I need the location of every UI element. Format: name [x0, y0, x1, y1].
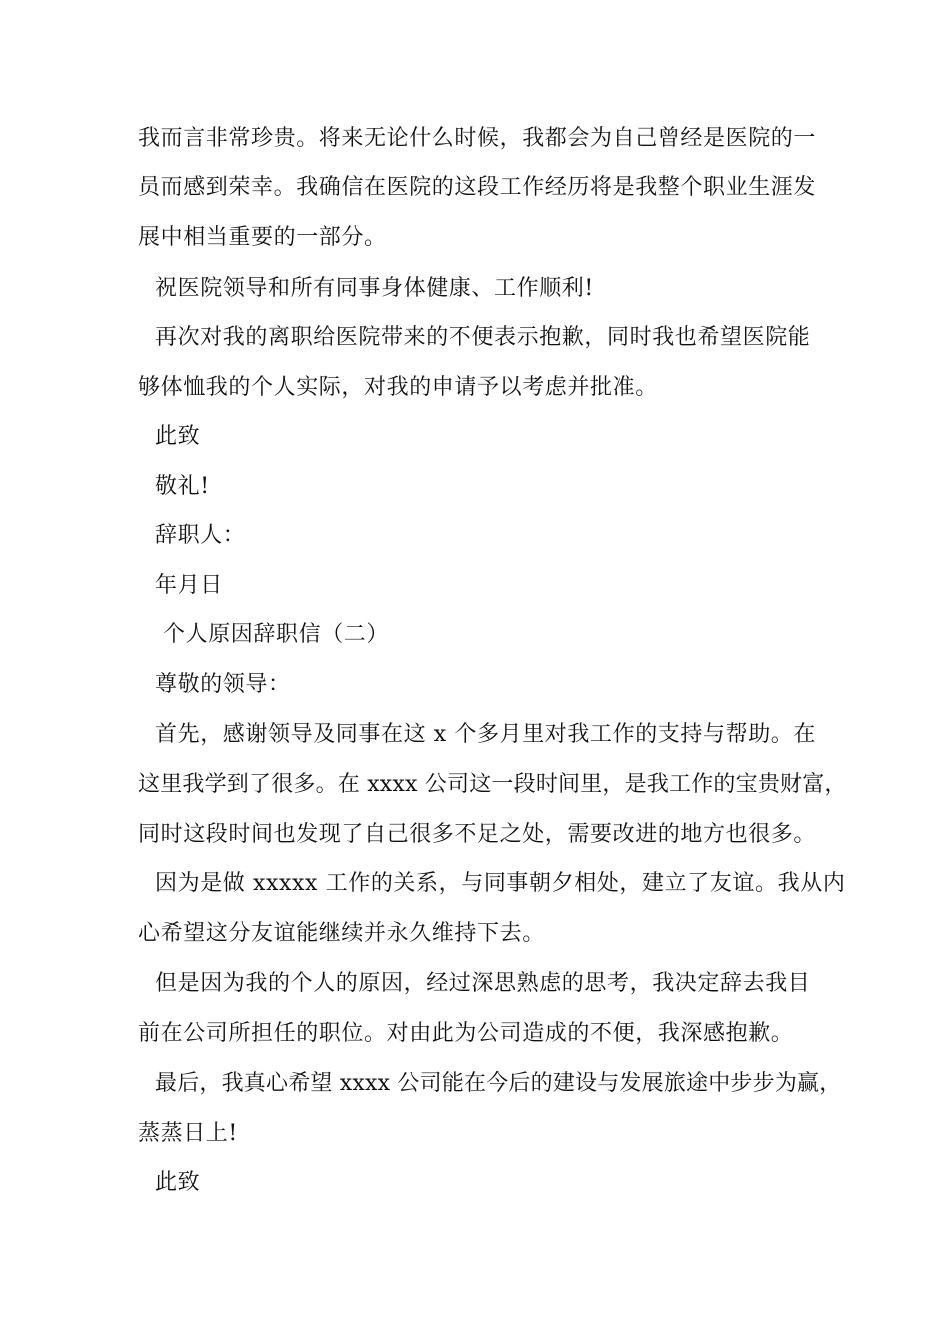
- final-salutation: 此致: [155, 1170, 201, 1195]
- body-line-2: 这里我学到了很多。在 xxxx 公司这一段时间里，是我工作的宝贵财富，: [138, 772, 847, 797]
- body-line-6: 但是因为我的个人的原因，经过深思熟虑的思考，我决定辞去我目: [155, 971, 811, 996]
- body-line-9: 蒸蒸日上!: [138, 1121, 238, 1146]
- signature-label: 辞职人：: [155, 523, 246, 548]
- body-line-3: 同时这段时间也发现了自己很多不足之处，需要改进的地方也很多。: [138, 822, 817, 847]
- paragraph-line-3: 展中相当重要的一部分。: [138, 225, 387, 250]
- wishes-line: 祝医院领导和所有同事身体健康、工作顺利!: [155, 276, 594, 301]
- body-line-7: 前在公司所担任的职位。对由此为公司造成的不便，我深感抱歉。: [138, 1021, 794, 1046]
- body-line-4: 因为是做 xxxxx 工作的关系，与同事朝夕相处，建立了友谊。我从内: [155, 871, 846, 896]
- greeting: 尊敬的领导：: [155, 672, 291, 697]
- body-line-1: 首先，感谢领导及同事在这 x 个多月里对我工作的支持与帮助。在: [155, 722, 816, 747]
- paragraph-line-2: 员而感到荣幸。我确信在医院的这段工作经历将是我整个职业生涯发: [138, 175, 817, 200]
- paragraph-line-1: 我而言非常珍贵。将来无论什么时候，我都会为自己曾经是医院的一: [138, 126, 817, 151]
- section-heading: 个人原因辞职信（二）: [163, 622, 390, 647]
- closing-salutation: 此致: [155, 424, 201, 449]
- body-line-8: 最后，我真心希望 xxxx 公司能在今后的建设与发展旅途中步步为赢，: [155, 1071, 842, 1096]
- body-line-5: 心希望这分友谊能继续并永久维持下去。: [138, 921, 545, 946]
- date-label: 年月日: [155, 573, 223, 598]
- apology-line-2: 够体恤我的个人实际，对我的申请予以考虑并批准。: [138, 375, 658, 400]
- apology-line-1: 再次对我的离职给医院带来的不便表示抱歉，同时我也希望医院能: [155, 325, 811, 350]
- closing-regards: 敬礼!: [155, 474, 210, 499]
